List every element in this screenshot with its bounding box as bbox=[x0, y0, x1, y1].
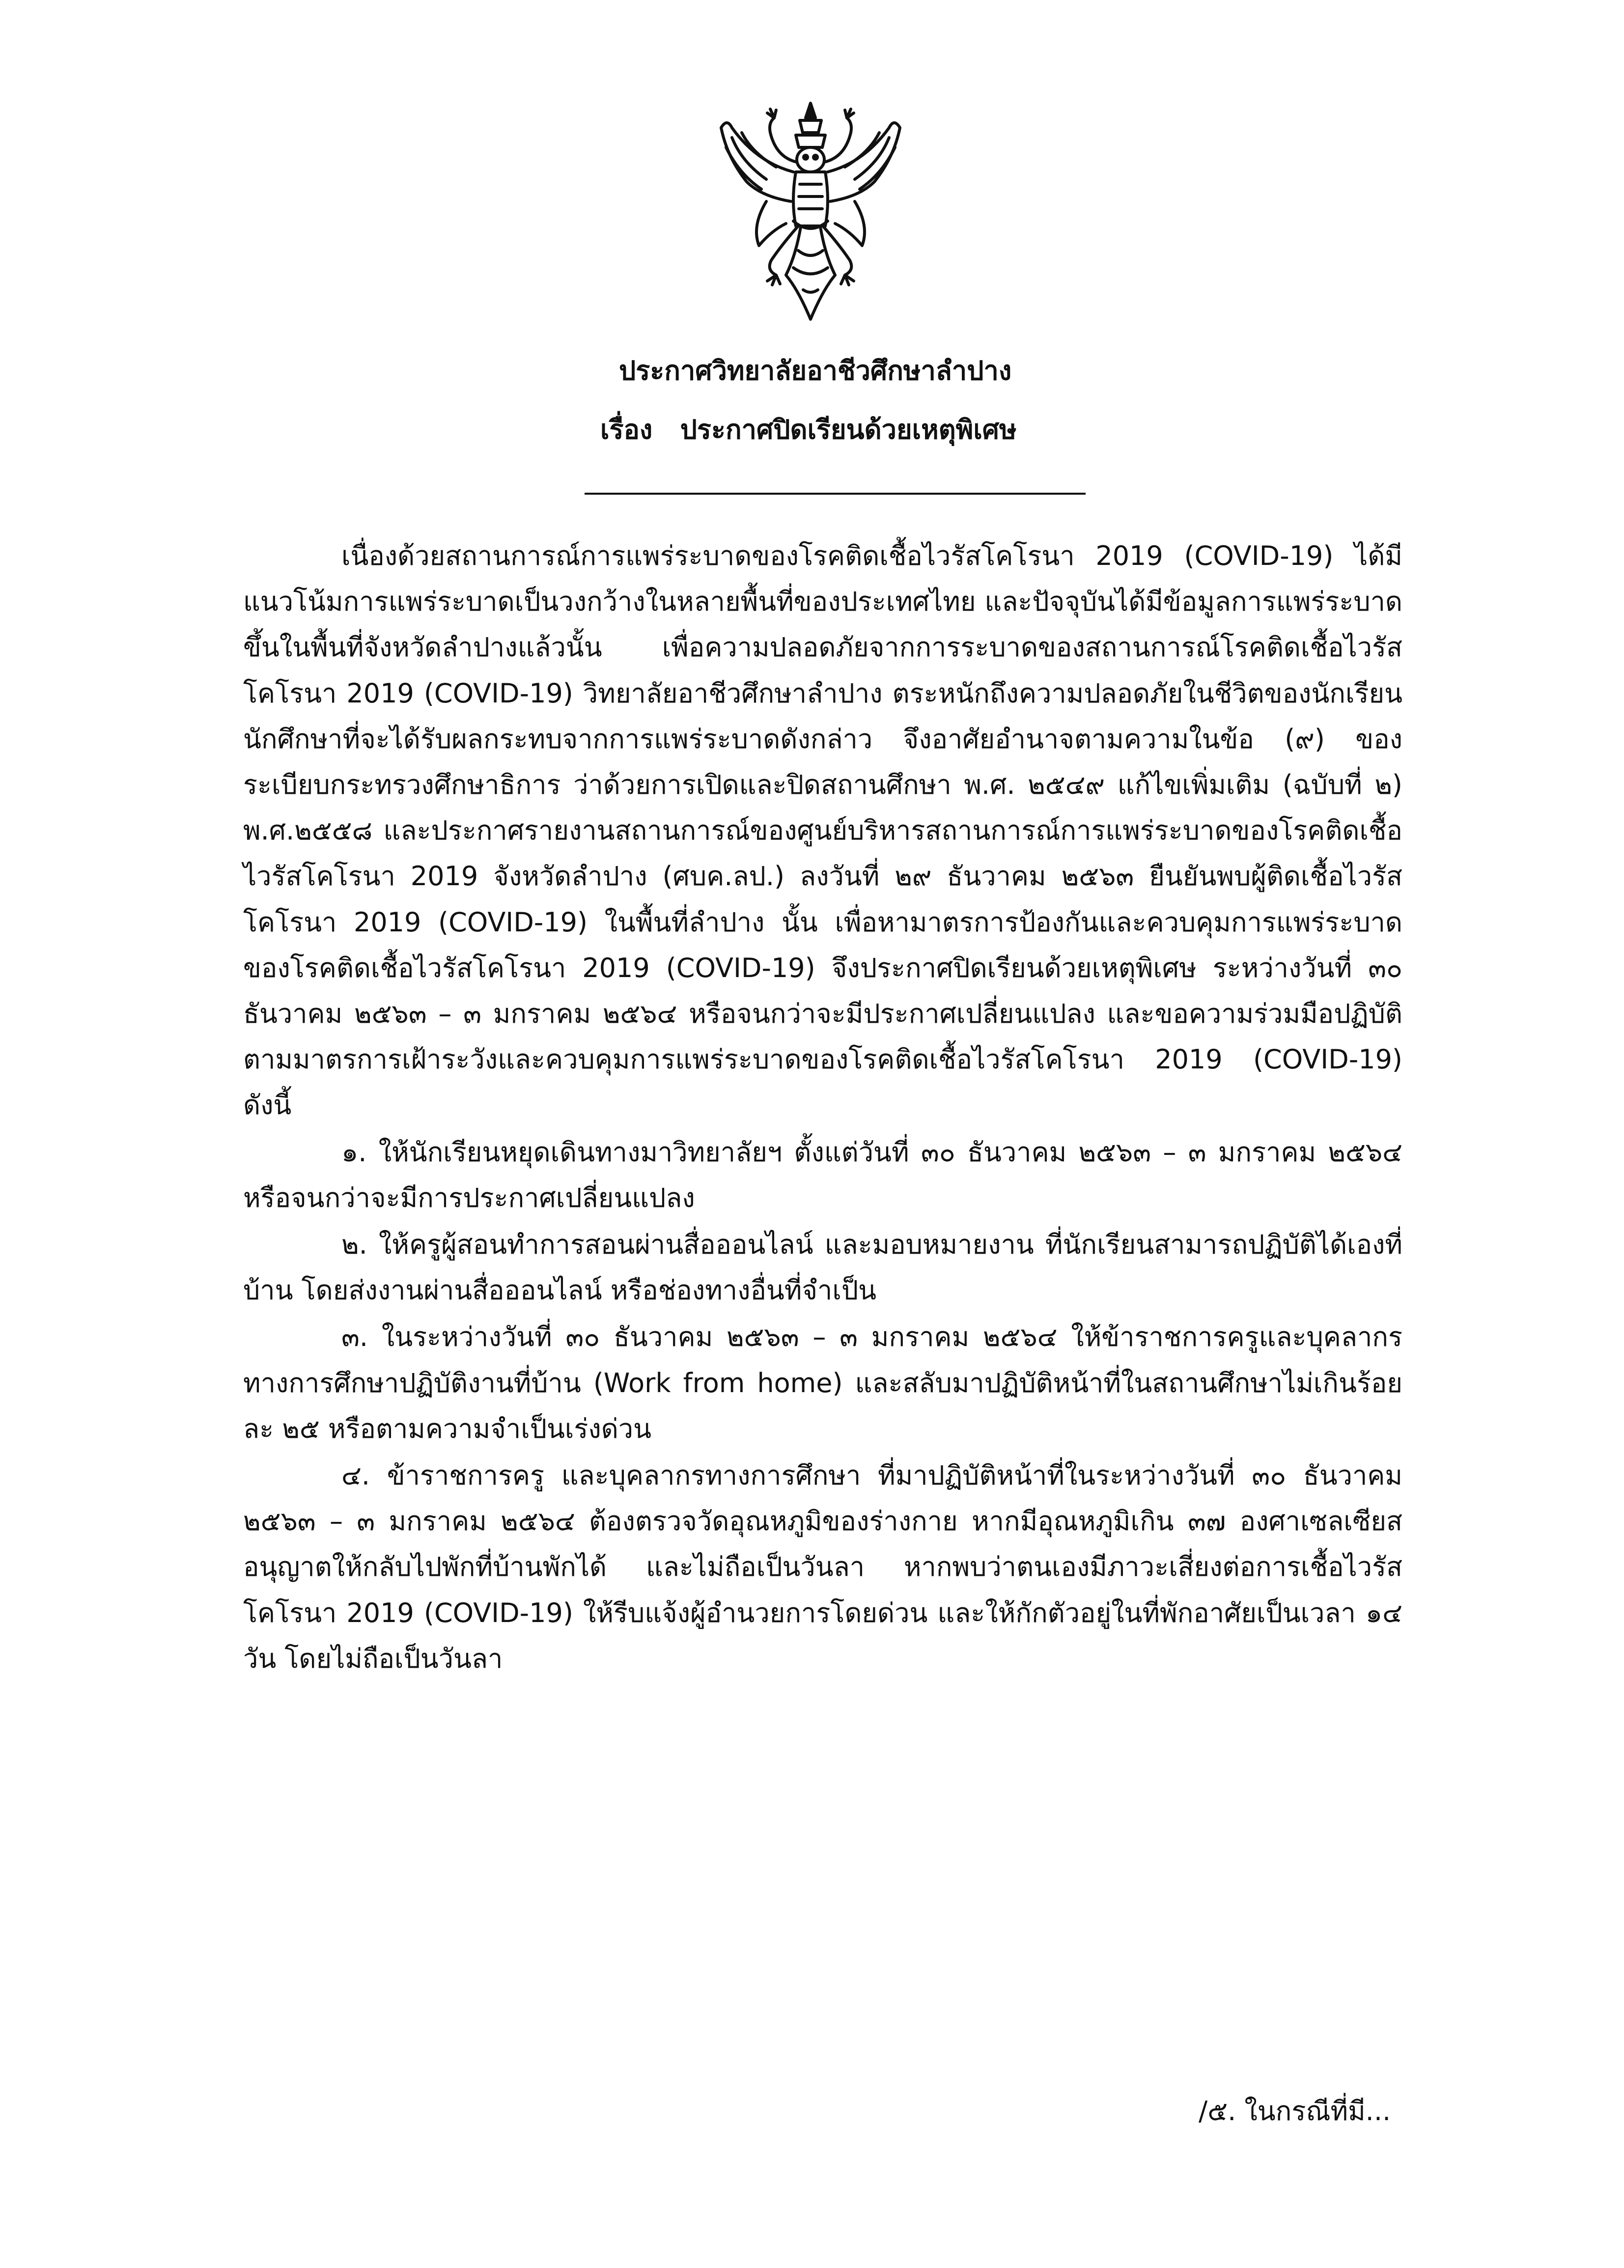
announcement-title: ประกาศวิทยาลัยอาชีวศึกษาลำปาง bbox=[619, 355, 1012, 386]
title-divider bbox=[585, 493, 1086, 495]
list-item: ๒. ให้ครูผู้สอนทำการสอนผ่านสื่อออนไลน์ และมอบหมายงาน ที่นักเรียนสามารถปฏิบัติได้เองที่บ้าน โดยส่งงานผ่านสื่อออนไลน์ หรือช่องทางอื่นที่จำเป็น bbox=[243, 1229, 1402, 1306]
announcement-body bbox=[243, 533, 1402, 1681]
intro-paragraph: เนื่องด้วยสถานการณ์การแพร่ระบาดของโรคติดเชื้อไวรัสโคโรนา 2019 (COVID-19) ได้มีแนวโน้มการแพร่ระบาดเป็นวงกว้างในหลายพื้นที่ของประเทศไทย และปัจจุบันได้มีข้อมูลการแพร่ระบาดขึ้นในพื้นที่จังหวัดลำปางแล้วนั้น เพื่อความปลอดภัยจากการระบาดของสถานการณ์โรคติดเชื้อไวรัสโคโรนา 2019 (COVID-19) วิทยาลัยอาชีวศึกษาลำปาง ตระหนักถึงความปลอดภัยในชีวิตของนักเรียน นักศึกษาที่จะได้รับผลกระทบจากการแพร่ระบาดดังกล่าว จึงอาศัยอำนาจตามความในข้อ (๙) ของระเบียบกระทรวงศึกษาธิการ ว่าด้วยการเปิดและปิดสถานศึกษา พ.ศ. ๒๕๔๙ แก้ไขเพิ่มเติม (ฉบับที่ ๒) พ.ศ.๒๕๕๘ และประกาศรายงานสถานการณ์ของศูนย์บริหารสถานการณ์การแพร่ระบาดของโรคติดเชื้อไวรัสโคโรนา 2019 จังหวัดลำปาง (ศบค.ลป.) ลงวันที่ ๒๙ ธันวาคม ๒๕๖๓ ยืนยันพบผู้ติดเชื้อไวรัสโคโรนา 2019 (COVID-19) ในพื้นที่ลำปาง นั้น เพื่อหามาตรการป้องกันและควบคุมการแพร่ระบาดของโรคติดเชื้อไวรัสโคโรนา 2019 (COVID-19) จึงประกาศปิดเรียนด้วยเหตุพิเศษ ระหว่างวันที่ ๓๐ ธันวาคม ๒๕๖๓ – ๓ มกราคม ๒๕๖๔ หรือจนกว่าจะมีประกาศเปลี่ยนแปลง และขอความร่วมมือปฏิบัติตามมาตรการเฝ้าระวังและควบคุมการแพร่ระบาดของโรคติดเชื้อไวรัสโคโรนา 2019 (COVID-19) ดังนี้ bbox=[243, 540, 1402, 1121]
list-item: ๑. ให้นักเรียนหยุดเดินทางมาวิทยาลัยฯ ตั้งแต่วันที่ ๓๐ ธันวาคม ๒๕๖๓ – ๓ มกราคม ๒๕๖๔ หรือจนกว่าจะมีการประกาศเปลี่ยนแปลง bbox=[243, 1136, 1402, 1213]
list-item: ๔. ข้าราชการครู และบุคลากรทางการศึกษา ที่มาปฏิบัติหน้าที่ในระหว่างวันที่ ๓๐ ธันวาคม ๒๕๖๓ – ๓ มกราคม ๒๕๖๔ ต้องตรวจวัดอุณหภูมิของร่างกาย หากมีอุณหภูมิเกิน ๓๗ องศาเซลเซียส อนุญาตให้กลับไปพักที่บ้านพักได้ และไม่ถือเป็นวันลา หากพบว่าตนเองมีภาวะเสี่ยงต่อการเชื้อไวรัสโคโรนา 2019 (COVID-19) ให้รีบแจ้งผู้อำนวยการโดยด่วน และให้กักตัวอยู่ในที่พักอาศัยเป็นเวลา ๑๔ วัน โดยไม่ถือเป็นวันลา bbox=[243, 1460, 1402, 1674]
garuda-emblem-icon bbox=[712, 98, 909, 324]
announcement-subject: เรื่อง ประกาศปิดเรียนด้วยเหตุพิเศษ bbox=[600, 414, 1017, 445]
list-item: ๓. ในระหว่างวันที่ ๓๐ ธันวาคม ๒๕๖๓ – ๓ มกราคม ๒๕๖๔ ให้ข้าราชการครูและบุคลากรทางการศึกษาปฏิบัติงานที่บ้าน (Work from home) และสลับมาปฏิบัติหน้าที่ในสถานศึกษาไม่เกินร้อยละ ๒๕ หรือตามความจำเป็นเร่งด่วน bbox=[243, 1321, 1402, 1444]
continuation-note: /๕. ในกรณีที่มี... bbox=[1199, 2096, 1391, 2127]
